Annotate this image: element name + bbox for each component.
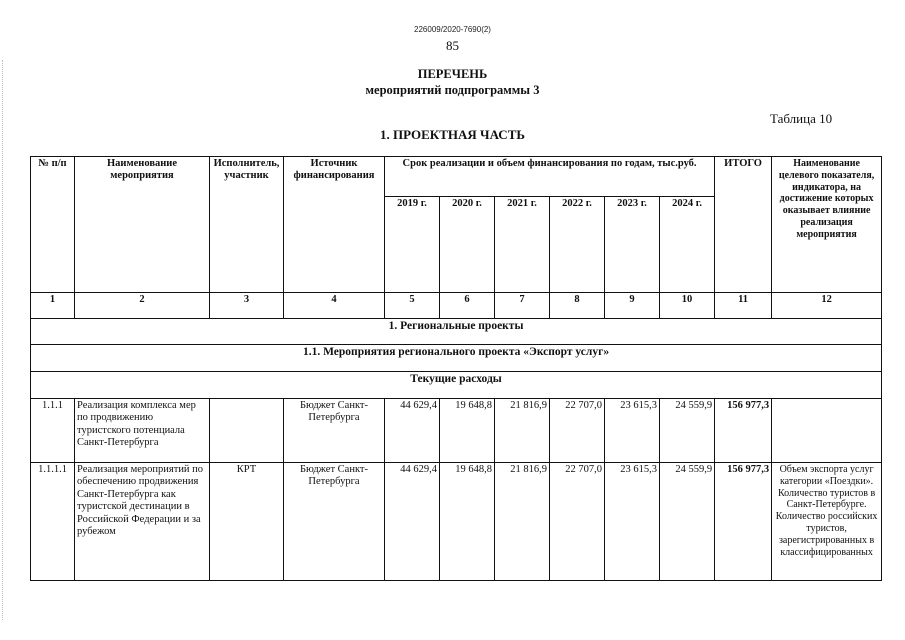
column-number: 6 bbox=[440, 293, 495, 319]
row-value-2020: 19 648,8 bbox=[440, 399, 495, 463]
row-value-2024: 24 559,9 bbox=[660, 463, 715, 581]
header-year: 2021 г. bbox=[495, 197, 550, 293]
row-value-2019: 44 629,4 bbox=[385, 463, 440, 581]
column-number: 5 bbox=[385, 293, 440, 319]
document-stamp: 226009/2020-7690(2) bbox=[414, 25, 491, 34]
table-row bbox=[31, 463, 882, 581]
page-number: 85 bbox=[446, 38, 459, 53]
header-indicator: Наименование целевого показателя, индикатора, на достижение которых оказывает влияние реализация мероприятия bbox=[772, 157, 882, 293]
row-value-2021: 21 816,9 bbox=[495, 399, 550, 463]
header-year: 2024 г. bbox=[660, 197, 715, 293]
row-value-2022: 22 707,0 bbox=[550, 463, 605, 581]
row-value-2024: 24 559,9 bbox=[660, 399, 715, 463]
column-number: 8 bbox=[550, 293, 605, 319]
band-current-expenses: Текущие расходы bbox=[31, 372, 882, 399]
column-number: 10 bbox=[660, 293, 715, 319]
column-number: 11 bbox=[715, 293, 772, 319]
document-title: ПЕРЕЧЕНЬ bbox=[417, 67, 488, 81]
row-source: Бюджет Санкт-Петербурга bbox=[284, 463, 385, 581]
table-label: Таблица 10 bbox=[770, 111, 833, 126]
row-source: Бюджет Санкт-Петербурга bbox=[284, 399, 385, 463]
header-period-group: Срок реализации и объем финансирования по годам, тыс.руб. bbox=[385, 157, 715, 197]
row-value-2023: 23 615,3 bbox=[605, 399, 660, 463]
band-row bbox=[31, 319, 882, 345]
column-number: 4 bbox=[284, 293, 385, 319]
column-number: 12 bbox=[772, 293, 882, 319]
header-year: 2022 г. bbox=[550, 197, 605, 293]
header-total: ИТОГО bbox=[715, 157, 772, 293]
column-number: 3 bbox=[210, 293, 284, 319]
row-value-2020: 19 648,8 bbox=[440, 463, 495, 581]
header-year: 2019 г. bbox=[385, 197, 440, 293]
column-numbers-row bbox=[31, 293, 882, 319]
row-indicator bbox=[772, 399, 882, 463]
header-num: № п/п bbox=[31, 157, 75, 293]
row-total: 156 977,3 bbox=[715, 463, 772, 581]
header-name: Наименование мероприятия bbox=[75, 157, 210, 293]
header-row bbox=[31, 157, 882, 197]
measures-table bbox=[30, 156, 882, 581]
column-number: 9 bbox=[605, 293, 660, 319]
row-indicator: Объем экспорта услуг категории «Поездки». Количество туристов в Санкт-Петербурге. Количество российских туристов, зарегистрированных в классифицированных bbox=[772, 463, 882, 581]
document-subtitle: мероприятий подпрограммы 3 bbox=[365, 83, 540, 97]
header-source: Источник финансирования bbox=[284, 157, 385, 293]
row-value-2023: 23 615,3 bbox=[605, 463, 660, 581]
header-executor: Исполнитель, участник bbox=[210, 157, 284, 293]
header-year: 2023 г. bbox=[605, 197, 660, 293]
row-executor: КРТ bbox=[210, 463, 284, 581]
band-row bbox=[31, 345, 882, 372]
row-value-2022: 22 707,0 bbox=[550, 399, 605, 463]
band-row bbox=[31, 372, 882, 399]
row-name: Реализация мероприятий по обеспечению продвижения Санкт-Петербурга как туристской дестинации в Российской Федерации и за рубежом bbox=[75, 463, 210, 581]
column-number: 1 bbox=[31, 293, 75, 319]
row-name: Реализация комплекса мер по продвижению туристского потенциала Санкт-Петербурга bbox=[75, 399, 210, 463]
band-export-services: 1.1. Мероприятия регионального проекта «Экспорт услуг» bbox=[31, 345, 882, 372]
column-number: 7 bbox=[495, 293, 550, 319]
section-title: 1. ПРОЕКТНАЯ ЧАСТЬ bbox=[380, 127, 525, 142]
row-executor bbox=[210, 399, 284, 463]
column-number: 2 bbox=[75, 293, 210, 319]
scan-margin-line bbox=[2, 60, 4, 620]
header-year: 2020 г. bbox=[440, 197, 495, 293]
row-value-2019: 44 629,4 bbox=[385, 399, 440, 463]
row-num: 1.1.1 bbox=[31, 399, 75, 463]
row-num: 1.1.1.1 bbox=[31, 463, 75, 581]
table-row bbox=[31, 399, 882, 463]
row-value-2021: 21 816,9 bbox=[495, 463, 550, 581]
band-regional-projects: 1. Региональные проекты bbox=[31, 319, 882, 345]
row-total: 156 977,3 bbox=[715, 399, 772, 463]
